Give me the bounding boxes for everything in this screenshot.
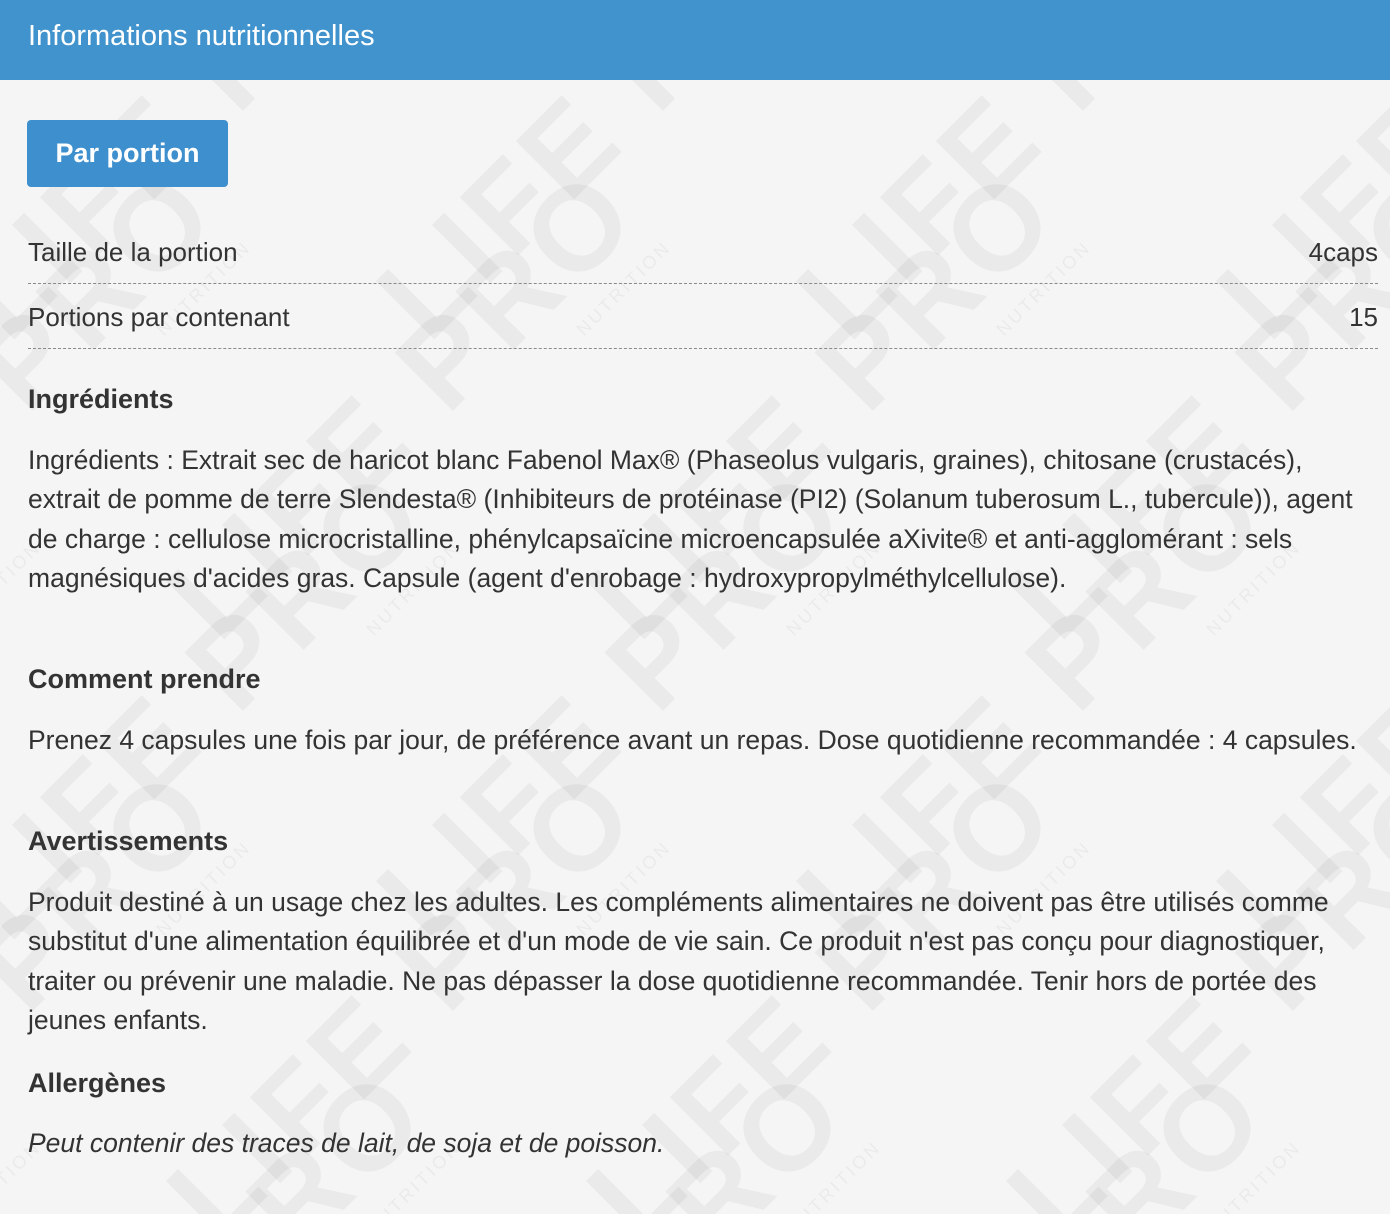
how-to-take-heading: Comment prendre [28,664,261,694]
ingredients-heading: Ingrédients [28,384,174,414]
panel-title: Informations nutritionnelles [28,20,375,52]
warnings-heading: Avertissements [28,826,229,856]
serving-size-value: 4caps [1308,237,1378,267]
ingredients-text: Ingrédients : Extrait sec de haricot blanc Fabenol Max® (Phaseolus vulgaris, graines), chitosane (crustacés), extrait de pomme de terre Slendesta® (Inhibiteurs de protéinase (PI2) (Solanum tuberosum L., tubercule)), agent de charge : cellulose microcristalline, phénylcapsaïcine microencapsulée aXivite® et anti-agglomérant : sels magnésiques d'acides gras. Capsule (agent d'enrobage : hydroxypropylméthylcellulose). [28,445,1353,593]
servings-per-container-value: 15 [1349,302,1378,332]
serving-size-label: Taille de la portion [28,237,238,267]
per-serving-tab[interactable]: Par portion [27,120,228,187]
serving-size-row [28,219,1378,284]
warnings-text: Produit destiné à un usage chez les adultes. Les compléments alimentaires ne doivent pas être utilisés comme substitut d'une alimentation équilibrée et d'un mode de vie sain. Ce produit n'est pas conçu pour diagnostiquer, traiter ou prévenir une maladie. Ne pas dépasser la dose quotidienne recommandée. Tenir hors de portée des jeunes enfants. [28,887,1329,1035]
servings-per-container-label: Portions par contenant [28,302,290,332]
allergens-heading: Allergènes [28,1068,167,1098]
servings-per-container-row [28,284,1378,349]
how-to-take-text: Prenez 4 capsules une fois par jour, de préférence avant un repas. Dose quotidienne recommandée : 4 capsules. [28,725,1357,755]
allergens-text: Peut contenir des traces de lait, de soja et de poisson. [28,1128,665,1158]
panel-header [0,0,1390,80]
